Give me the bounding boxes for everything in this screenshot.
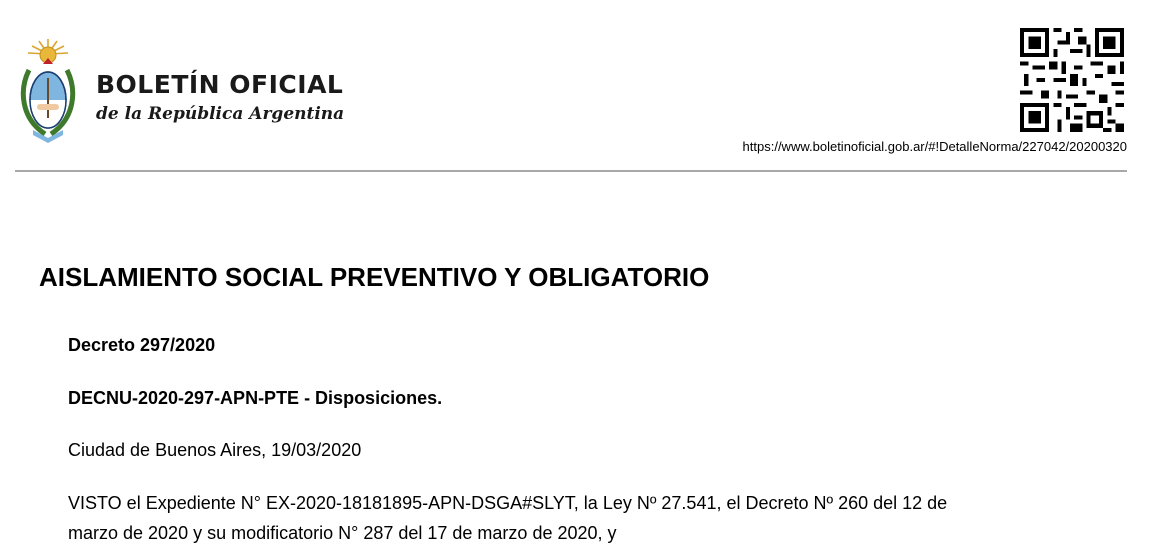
coat-of-arms-icon: [15, 38, 81, 144]
brand-title: BOLETÍN OFICIAL: [96, 70, 344, 99]
qr-code-icon[interactable]: [1020, 28, 1124, 132]
header-divider: [15, 170, 1127, 172]
decree-code: DECNU-2020-297-APN-PTE - Disposiciones.: [68, 388, 443, 408]
document-title: AISLAMIENTO SOCIAL PREVENTIVO Y OBLIGATORIO: [39, 262, 710, 292]
place-date: Ciudad de Buenos Aires, 19/03/2020: [68, 440, 362, 460]
visto-paragraph-line-1: VISTO el Expediente N° EX-2020-18181895-APN-DSGA#SLYT, la Ley Nº 27.541, el Decreto Nº 260 del 12 de: [68, 493, 948, 513]
document-url-link[interactable]: https://www.boletinoficial.gob.ar/#!DetalleNorma/227042/20200320: [742, 139, 1127, 154]
page-header: [0, 0, 1151, 172]
brand-subtitle: de la República Argentina: [96, 104, 345, 124]
decree-number: Decreto 297/2020: [68, 335, 216, 355]
visto-paragraph-line-2: marzo de 2020 y su modificatorio N° 287 del 17 de marzo de 2020, y: [68, 523, 617, 543]
